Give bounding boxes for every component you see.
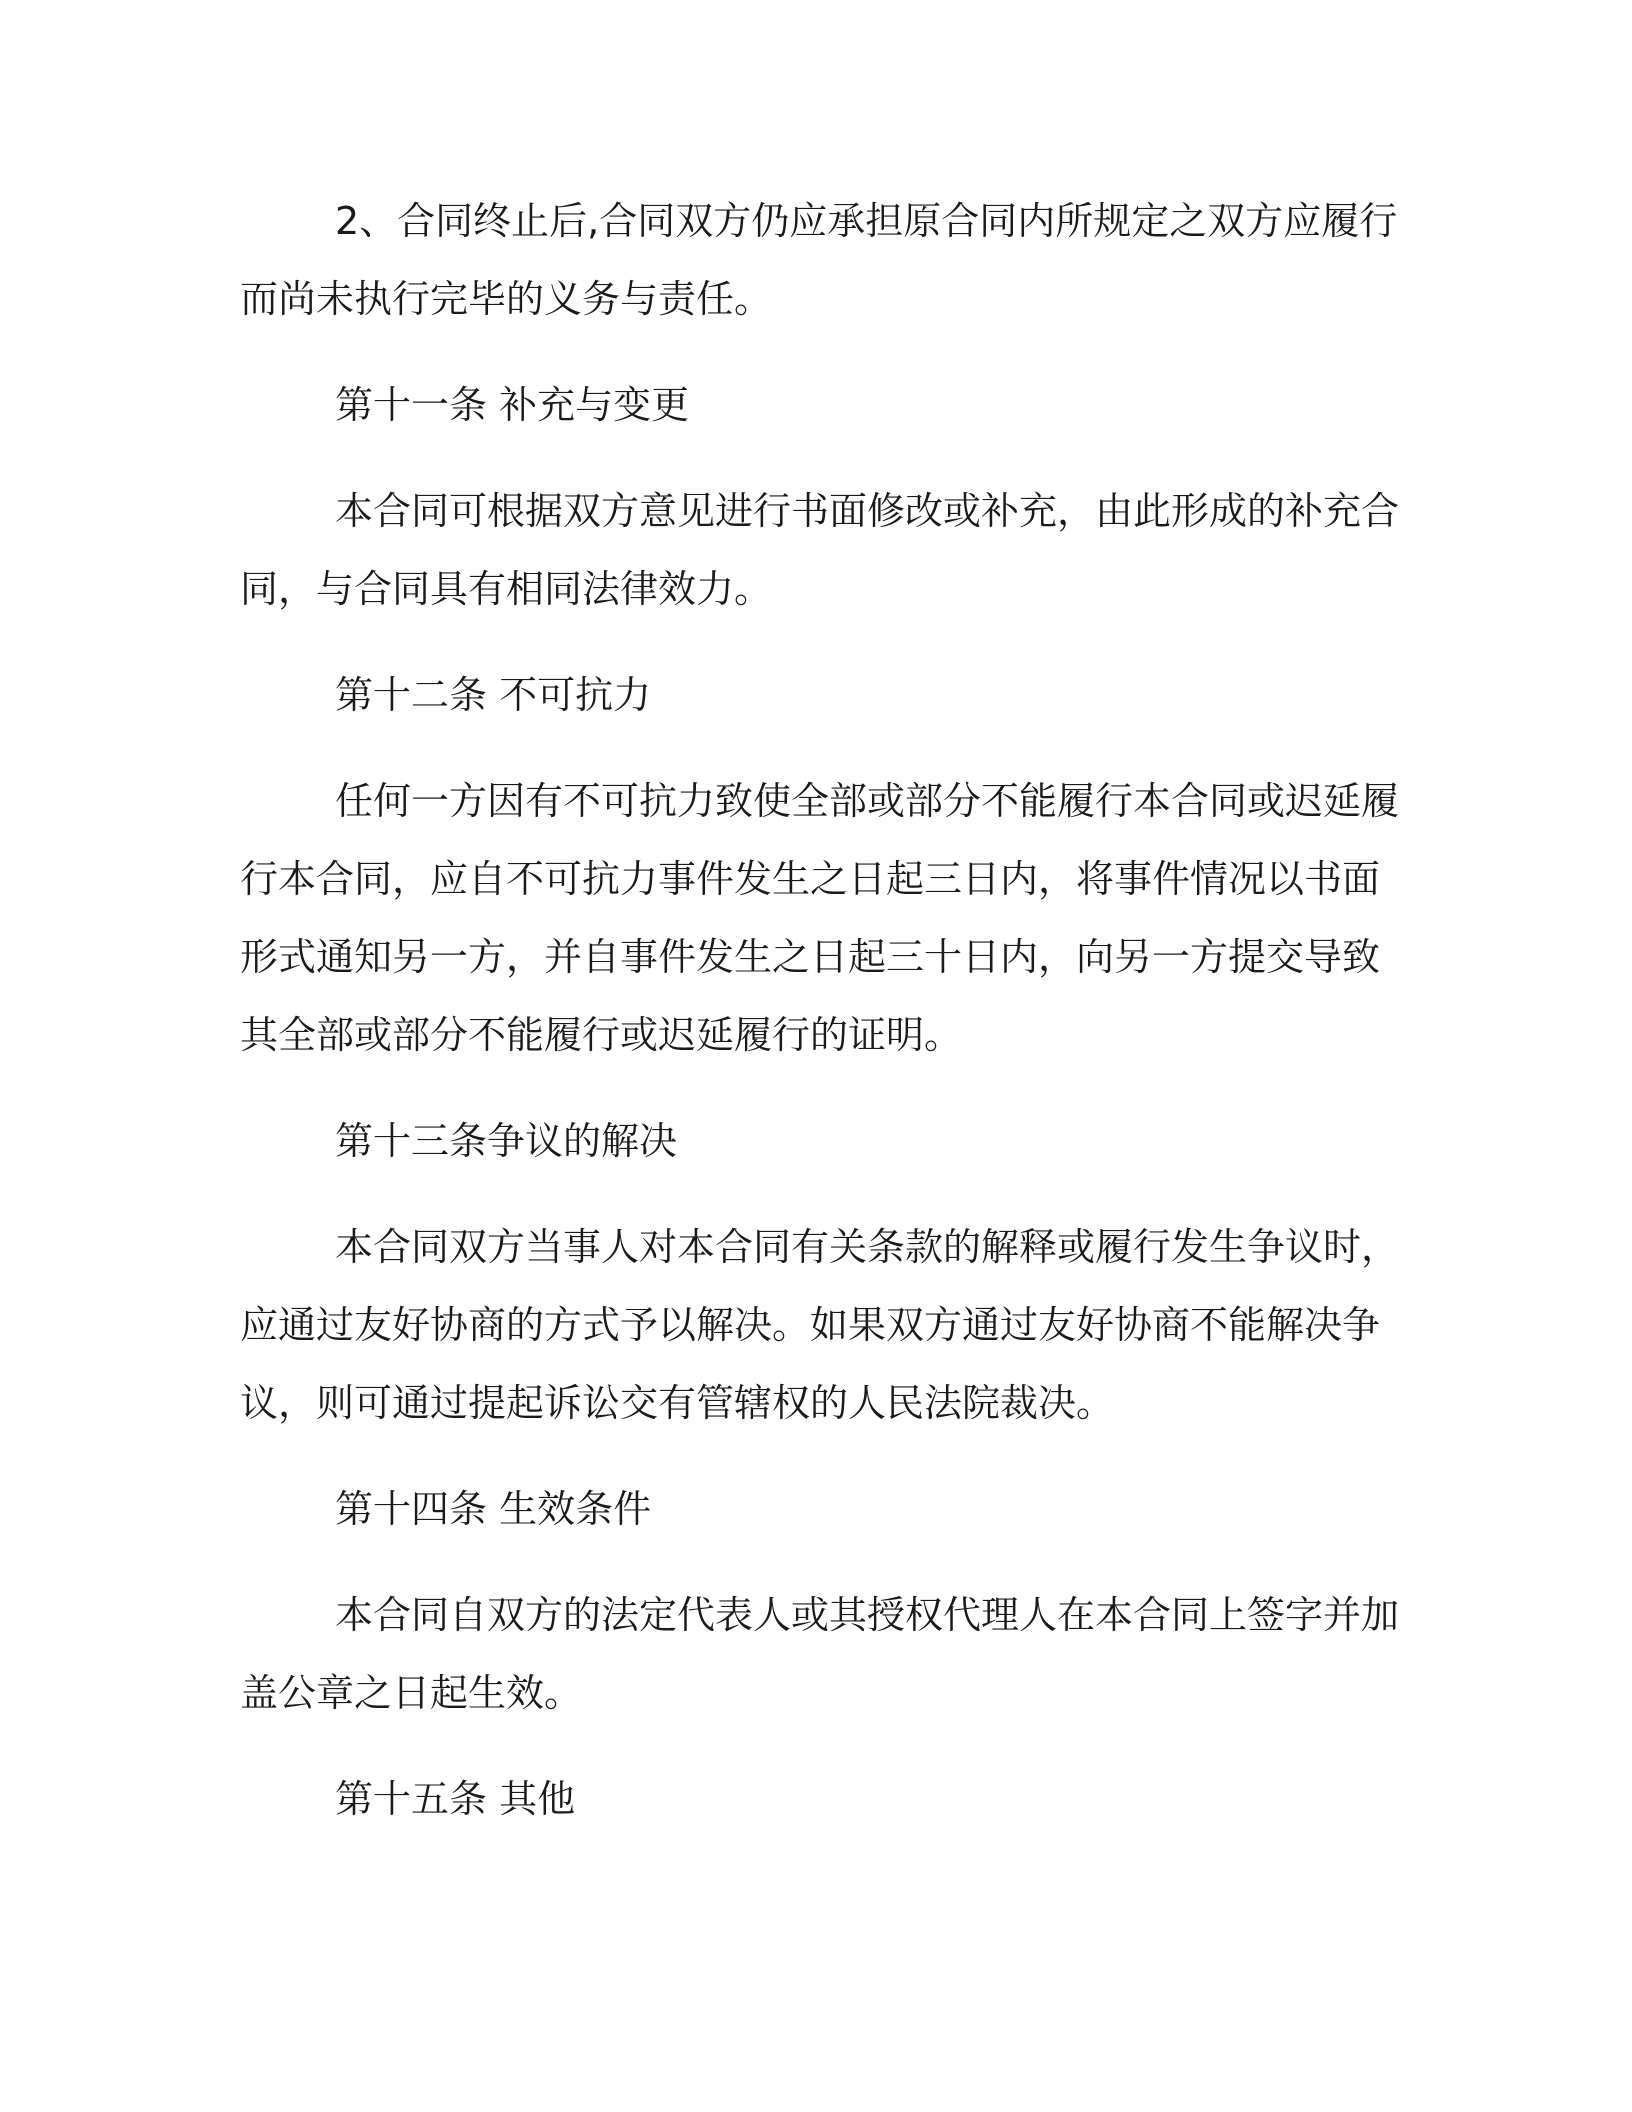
heading-article-12 <box>240 656 1380 734</box>
section-heading: 第十三条争议的解决 <box>335 1119 678 1163</box>
section-heading: 第十一条 补充与变更 <box>335 383 690 427</box>
paragraph-force-majeure <box>240 762 1400 1074</box>
paragraph-dispute-resolution <box>240 1208 1400 1442</box>
text-line: 其全部或部分不能履行或迟延履行的证明。 <box>240 1013 963 1057</box>
section-heading: 第十四条 生效条件 <box>335 1487 652 1531</box>
text-line: 应通过友好协商的方式予以解决。如果双方通过友好协商不能解决争 <box>240 1303 1381 1347</box>
text-line: 本合同自双方的法定代表人或其授权代理人在本合同上签字并加 <box>335 1593 1400 1637</box>
text-line: 任何一方因有不可抗力致使全部或部分不能履行本合同或迟延履 <box>335 779 1400 823</box>
paragraph-effectiveness <box>240 1576 1400 1732</box>
text-line: 行本合同，应自不可抗力事件发生之日起三日内，将事件情况以书面 <box>240 857 1381 901</box>
heading-article-13 <box>240 1102 1380 1180</box>
section-heading: 第十二条 不可抗力 <box>335 673 652 717</box>
text-line: 形式通知另一方，并自事件发生之日起三十日内，向另一方提交导致 <box>240 935 1381 979</box>
heading-article-15 <box>240 1760 1380 1838</box>
section-heading: 第十五条 其他 <box>335 1777 576 1821</box>
text-line: 盖公章之日起生效。 <box>240 1671 583 1715</box>
text-line: 同，与合同具有相同法律效力。 <box>240 567 773 611</box>
heading-article-14 <box>240 1470 1380 1548</box>
document-body <box>240 182 1400 1866</box>
text-line: 2、合同终止后,合同双方仍应承担原合同内所规定之双方应履行 <box>335 199 1398 243</box>
text-line: 而尚未执行完毕的义务与责任。 <box>240 277 773 321</box>
text-line: 本合同可根据双方意见进行书面修改或补充，由此形成的补充合 <box>335 489 1400 533</box>
text-line: 议，则可通过提起诉讼交有管辖权的人民法院裁决。 <box>240 1381 1115 1425</box>
text-line: 本合同双方当事人对本合同有关条款的解释或履行发生争议时， <box>335 1225 1400 1269</box>
heading-article-11 <box>240 366 1380 444</box>
paragraph-amendment <box>240 472 1400 628</box>
paragraph-termination-obligations <box>240 182 1398 338</box>
